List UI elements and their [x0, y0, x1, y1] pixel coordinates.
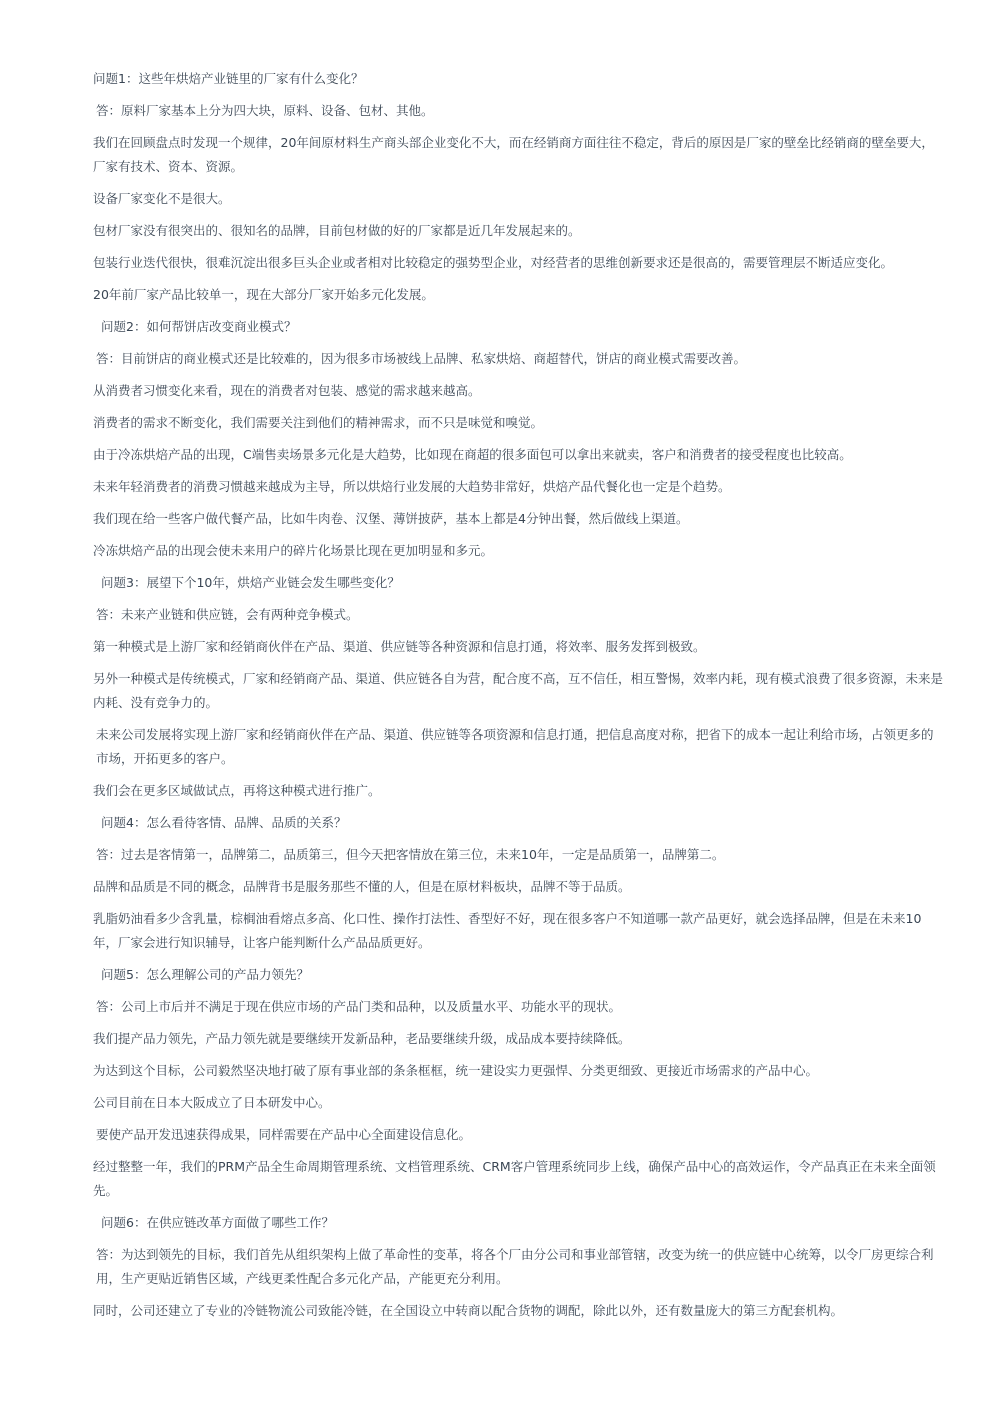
question-1: 问题1：这些年烘焙产业链里的厂家有什么变化？	[93, 71, 364, 86]
body-paragraph: 要使产品开发迅速获得成果，同样需要在产品中心全面建设信息化。	[96, 1127, 472, 1142]
body-paragraph: 另外一种模式是传统模式，厂家和经销商产品、渠道、供应链各自为营，配合度不高，互不信任，相互警惕，效率内耗，现有模式浪费了很多资源，未来是内耗、没有竞争力的。	[93, 671, 944, 710]
body-paragraph: 冷冻烘焙产品的出现会使未来用户的碎片化场景比现在更加明显和多元。	[93, 543, 494, 558]
body-paragraph: 包装行业迭代很快，很难沉淀出很多巨头企业或者相对比较稳定的强势型企业，对经营者的思维创新要求还是很高的，需要管理层不断适应变化。	[93, 255, 894, 270]
body-paragraph: 包材厂家没有很突出的、很知名的品牌，目前包材做的好的厂家都是近几年发展起来的。	[93, 223, 581, 238]
body-paragraph: 乳脂奶油看多少含乳量，棕榈油看熔点多高、化口性、操作打法性、香型好不好，现在很多客户不知道哪一款产品更好，就会选择品牌，但是在未来10年，厂家会进行知识辅导，让客户能判断什么产品品质更好。	[93, 911, 922, 950]
body-paragraph: 为达到这个目标，公司毅然坚决地打破了原有事业部的条条框框，统一建设实力更强悍、分类更细致、更接近市场需求的产品中心。	[93, 1063, 819, 1078]
answer-5: 答：公司上市后并不满足于现在供应市场的产品门类和品种，以及质量水平、功能水平的现状。	[96, 999, 622, 1014]
answer-6: 答：为达到领先的目标，我们首先从组织架构上做了革命性的变革，将各个厂由分公司和事业部管辖，改变为统一的供应链中心统筹，以令厂房更综合利用，生产更贴近销售区域，产线更柔性配合多元化产品，产能更充分利用。	[96, 1247, 934, 1286]
body-paragraph: 品牌和品质是不同的概念，品牌背书是服务那些不懂的人，但是在原材料板块，品牌不等于品质。	[93, 879, 631, 894]
body-paragraph: 消费者的需求不断变化，我们需要关注到他们的精神需求，而不只是味觉和嗅觉。	[93, 415, 544, 430]
body-paragraph: 由于冷冻烘焙产品的出现，C端售卖场景多元化是大趋势，比如现在商超的很多面包可以拿出来就卖，客户和消费者的接受程度也比较高。	[93, 447, 852, 462]
question-2: 问题2：如何帮饼店改变商业模式？	[101, 319, 297, 334]
document-body	[93, 67, 943, 1331]
answer-1: 答：原料厂家基本上分为四大块，原料、设备、包材、其他。	[96, 103, 434, 118]
answer-2: 答：目前饼店的商业模式还是比较难的，因为很多市场被线上品牌、私家烘焙、商超替代，饼店的商业模式需要改善。	[96, 351, 747, 366]
question-4: 问题4：怎么看待客情、品牌、品质的关系？	[101, 815, 347, 830]
body-paragraph: 经过整整一年，我们的PRM产品全生命周期管理系统、文档管理系统、CRM客户管理系统同步上线，确保产品中心的高效运作，令产品真正在未来全面领先。	[93, 1159, 936, 1198]
body-paragraph: 我们现在给一些客户做代餐产品，比如牛肉卷、汉堡、薄饼披萨，基本上都是4分钟出餐，然后做线上渠道。	[93, 511, 689, 526]
body-paragraph: 从消费者习惯变化来看，现在的消费者对包装、感觉的需求越来越高。	[93, 383, 481, 398]
question-5: 问题5：怎么理解公司的产品力领先？	[101, 967, 309, 982]
body-paragraph: 我们在回顾盘点时发现一个规律，20年间原材料生产商头部企业变化不大，而在经销商方面往往不稳定，背后的原因是厂家的壁垒比经销商的壁垒要大，厂家有技术、资本、资源。	[93, 135, 934, 174]
question-3: 问题3：展望下个10年，烘焙产业链会发生哪些变化？	[101, 575, 400, 590]
body-paragraph: 未来公司发展将实现上游厂家和经销商伙伴在产品、渠道、供应链等各项资源和信息打通，把信息高度对称，把省下的成本一起让利给市场，占领更多的市场，开拓更多的客户。	[96, 727, 934, 766]
answer-4: 答：过去是客情第一，品牌第二，品质第三，但今天把客情放在第三位，未来10年，一定是品质第一，品牌第二。	[96, 847, 725, 862]
body-paragraph: 同时，公司还建立了专业的冷链物流公司致能冷链，在全国设立中转商以配合货物的调配，除此以外，还有数量庞大的第三方配套机构。	[93, 1303, 844, 1318]
body-paragraph: 未来年轻消费者的消费习惯越来越成为主导，所以烘焙行业发展的大趋势非常好，烘焙产品代餐化也一定是个趋势。	[93, 479, 731, 494]
body-paragraph: 20年前厂家产品比较单一，现在大部分厂家开始多元化发展。	[93, 287, 434, 302]
body-paragraph: 公司目前在日本大阪成立了日本研发中心。	[93, 1095, 331, 1110]
answer-3: 答：未来产业链和供应链，会有两种竞争模式。	[96, 607, 359, 622]
body-paragraph: 我们会在更多区域做试点，再将这种模式进行推广。	[93, 783, 381, 798]
body-paragraph: 设备厂家变化不是很大。	[93, 191, 231, 206]
question-6: 问题6：在供应链改革方面做了哪些工作？	[101, 1215, 334, 1230]
body-paragraph: 我们提产品力领先，产品力领先就是要继续开发新品种，老品要继续升级，成品成本要持续降低。	[93, 1031, 631, 1046]
body-paragraph: 第一种模式是上游厂家和经销商伙伴在产品、渠道、供应链等各种资源和信息打通，将效率、服务发挥到极致。	[93, 639, 706, 654]
